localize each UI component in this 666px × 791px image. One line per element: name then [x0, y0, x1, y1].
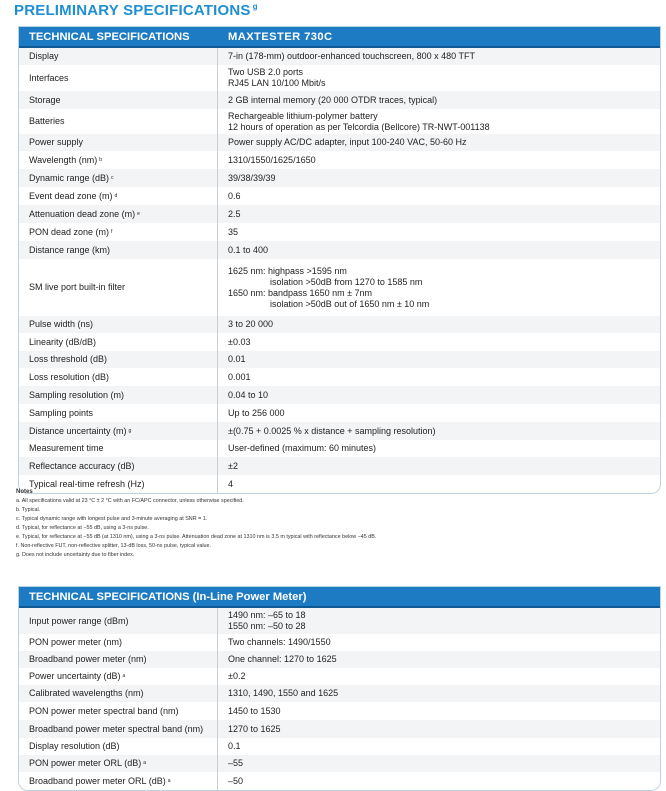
- row-value-line: –55: [228, 758, 244, 768]
- row-label-text: Display resolution (dB): [29, 741, 120, 751]
- row-label: [19, 651, 218, 668]
- row-value: [218, 671, 660, 682]
- row-value-line: 2.5: [228, 208, 241, 219]
- row-label-text: Broadband power meter spectral band (nm): [29, 723, 204, 734]
- row-label-text: Batteries: [29, 116, 65, 126]
- row-label-text: Distance range (km): [29, 244, 111, 255]
- row-label: [19, 91, 218, 109]
- row-value-line: Two USB 2.0 ports: [228, 67, 304, 77]
- row-label: [19, 440, 218, 457]
- row-value: [218, 209, 660, 220]
- row-label-text: Event dead zone (m): [29, 190, 113, 201]
- table-row: [19, 422, 660, 440]
- row-label: [19, 151, 218, 169]
- row-value: [218, 654, 660, 665]
- row-value-line: 0.001: [228, 371, 251, 382]
- row-value-line: ±(0.75 + 0.0025 % x distance + sampling resolution): [228, 425, 436, 436]
- row-label: [19, 368, 218, 386]
- row-value-line: 2 GB internal memory (20 000 OTDR traces, typical): [228, 94, 438, 105]
- note-item: f. Non-reflective FUT, non-reflective splitter, 13-dB loss, 50-ns pulse, typical value.: [16, 543, 212, 549]
- row-label-text: Power supply: [29, 137, 84, 147]
- row-value-line: 1270 to 1625: [228, 723, 281, 734]
- table-row: [19, 608, 660, 634]
- footnote-mark: a: [143, 760, 146, 766]
- row-label-text: Display: [29, 51, 59, 61]
- row-value: [218, 741, 660, 752]
- table-row: [19, 720, 660, 738]
- row-value: [218, 191, 660, 202]
- row-label-text: Power uncertainty (dB): [29, 671, 121, 681]
- table-row: [19, 685, 660, 702]
- row-label-text: Attenuation dead zone (m): [29, 208, 136, 219]
- row-value: [218, 155, 660, 166]
- row-value: [218, 372, 660, 383]
- header-col-label: TECHNICAL SPECIFICATIONS: [29, 30, 190, 43]
- row-value: [218, 51, 660, 62]
- row-label-text: PON power meter spectral band (nm): [29, 705, 179, 716]
- row-value: [218, 319, 660, 330]
- table-row: [19, 205, 660, 223]
- row-label-text: Sampling points: [29, 407, 94, 418]
- row-value-line: 39/38/39/39: [228, 172, 276, 183]
- footnote-mark: g: [128, 427, 132, 434]
- row-label-text: Linearity (dB/dB): [29, 336, 97, 347]
- row-label: [19, 685, 218, 702]
- row-label: [19, 634, 218, 651]
- row-value-line: 0.1 to 400: [228, 244, 269, 255]
- header-col-product: MAXTESTER 730C: [228, 30, 333, 43]
- row-label: [19, 241, 218, 259]
- row-label-text: PON power meter ORL (dB): [29, 758, 142, 768]
- row-value: [218, 426, 660, 437]
- row-value-line: 1450 to 1530: [228, 705, 281, 716]
- row-value: [218, 173, 660, 184]
- row-value: [218, 637, 660, 648]
- footnote-mark: e: [137, 210, 140, 217]
- row-label-text: SM live port built-in filter: [29, 282, 126, 292]
- row-value: [218, 776, 660, 787]
- table-row: [19, 151, 660, 169]
- row-value-line: 0.6: [228, 190, 241, 201]
- table-row: [19, 668, 660, 685]
- table-row: [19, 241, 660, 259]
- row-value-line: Up to 256 000: [228, 407, 285, 418]
- row-value-line: 7-in (178-mm) outdoor-enhanced touchscreen, 800 x 480 TFT: [228, 51, 475, 61]
- table-row: [19, 651, 660, 668]
- row-value-line: 4: [228, 478, 234, 489]
- row-value: [218, 137, 660, 148]
- table-row: [19, 91, 660, 109]
- row-value: [218, 461, 660, 472]
- note-item: d. Typical, for reflectance at −55 dB, using a 3-ns pulse.: [16, 525, 149, 531]
- footnote-mark: f: [111, 228, 113, 235]
- row-value-line: ±0.2: [228, 671, 246, 681]
- row-label: [19, 404, 218, 422]
- row-label: [19, 422, 218, 440]
- notes-heading: Notes: [16, 489, 33, 495]
- table-row: [19, 109, 660, 134]
- table-row: [19, 65, 660, 91]
- row-value-line: 12 hours of operation as per Telcordia (Bellcore) TR-NWT-001138: [228, 121, 490, 132]
- row-value: [218, 443, 660, 454]
- row-label: [19, 457, 218, 475]
- row-label-text: Broadband power meter (nm): [29, 654, 147, 664]
- row-label: [19, 187, 218, 205]
- row-value-line: Rechargeable lithium-polymer battery: [228, 110, 378, 121]
- row-label: [19, 702, 218, 720]
- note-item: e. Typical, for reflectance at −55 dB (at 1310 nm), using a 3-ns pulse. Attenuation dead zone at 1310 nm is 3.5 m typical with reflectance below −45 dB.: [16, 534, 377, 540]
- spec-rows: [19, 608, 660, 790]
- row-label-text: PON dead zone (m): [29, 226, 110, 237]
- table-row: [19, 187, 660, 205]
- row-value: [218, 354, 660, 365]
- row-value: [218, 67, 660, 89]
- row-value: [218, 724, 660, 735]
- row-label: [19, 738, 218, 755]
- row-label-text: Typical real-time refresh (Hz): [29, 478, 145, 489]
- row-label-text: PON power meter (nm): [29, 637, 123, 647]
- row-value-line: User-defined (maximum: 60 minutes): [228, 443, 377, 453]
- row-value: [218, 245, 660, 256]
- title-footnote-mark: g: [252, 2, 258, 11]
- row-value-line: 1490 nm: –65 to 18: [228, 610, 306, 620]
- row-value: [218, 390, 660, 401]
- header-col-label: TECHNICAL SPECIFICATIONS (In-Line Power Meter): [29, 590, 307, 603]
- row-value: [218, 337, 660, 348]
- row-value: [218, 688, 660, 699]
- row-value-line: –50: [228, 775, 244, 786]
- spec-table-header: [19, 587, 660, 608]
- table-row: [19, 316, 660, 333]
- footnote-mark: a: [122, 673, 126, 679]
- row-value: [218, 408, 660, 419]
- table-row: [19, 223, 660, 241]
- row-value-line: 1550 nm: –50 to 28: [228, 621, 306, 631]
- row-label-text: Interfaces: [29, 72, 69, 83]
- table-row: [19, 440, 660, 457]
- row-label: [19, 48, 218, 65]
- row-label: [19, 333, 218, 351]
- row-label: [19, 772, 218, 790]
- row-label-text: Measurement time: [29, 443, 104, 453]
- row-value-line: Power supply AC/DC adapter, input 100-240 VAC, 50-60 Hz: [228, 137, 467, 147]
- row-value-line: isolation >50dB from 1270 to 1585 nm: [270, 276, 423, 287]
- footnote-mark: c: [111, 174, 114, 181]
- table-row: [19, 259, 660, 316]
- row-value: [218, 706, 660, 717]
- table-row: [19, 386, 660, 404]
- table-row: [19, 634, 660, 651]
- row-label-text: Calibrated wavelengths (nm): [29, 688, 144, 698]
- note-item: b. Typical.: [16, 507, 41, 513]
- row-value-line: 0.1: [228, 741, 241, 751]
- table-row: [19, 404, 660, 422]
- notes: [16, 488, 656, 560]
- row-value-line: ±2: [228, 460, 238, 471]
- table-row: [19, 48, 660, 65]
- page-title: PRELIMINARY SPECIFICATIONS $^g$: [14, 2, 258, 19]
- row-value-line: RJ45 LAN 10/100 Mbit/s: [228, 78, 326, 88]
- table-row: [19, 351, 660, 368]
- table-row: [19, 738, 660, 755]
- footnote-mark: a: [167, 777, 171, 784]
- row-value: [218, 610, 660, 632]
- row-label: [19, 720, 218, 738]
- row-value-line: 1310, 1490, 1550 and 1625: [228, 688, 339, 698]
- row-value-line: 3 to 20 000: [228, 319, 274, 329]
- row-label: [19, 134, 218, 151]
- row-label-text: Dynamic range (dB): [29, 172, 110, 183]
- row-value-line: 0.01: [228, 354, 246, 364]
- note-item: c. Typical dynamic range with longest pulse and 3-minute averaging at SNR = 1.: [16, 516, 208, 522]
- row-value-line: isolation >50dB out of 1650 nm ± 10 nm: [270, 298, 430, 309]
- footnote-mark: b: [99, 156, 102, 163]
- table-row: [19, 333, 660, 351]
- row-value: [218, 266, 660, 310]
- table-row: [19, 702, 660, 720]
- row-label: [19, 259, 218, 316]
- row-label: [19, 668, 218, 685]
- notes-list: [16, 497, 656, 560]
- table-row: [19, 368, 660, 386]
- row-label-text: Pulse width (ns): [29, 319, 94, 329]
- row-value-line: 1310/1550/1625/1650: [228, 154, 316, 165]
- row-label: [19, 316, 218, 333]
- row-value-line: 0.04 to 10: [228, 389, 269, 400]
- row-label-text: Loss resolution (dB): [29, 371, 110, 382]
- row-label-text: Storage: [29, 94, 61, 105]
- row-value-line: Two channels: 1490/1550: [228, 637, 331, 647]
- spec-table-otdr: [18, 26, 661, 494]
- row-value-line: One channel: 1270 to 1625: [228, 654, 337, 664]
- row-label-text: Broadband power meter ORL (dB): [29, 775, 166, 786]
- table-row: [19, 169, 660, 187]
- table-row: [19, 134, 660, 151]
- row-label-text: Distance uncertainty (m): [29, 425, 127, 436]
- table-row: [19, 755, 660, 772]
- row-value-line: 1625 nm: highpass >1595 nm: [228, 265, 347, 276]
- row-label-text: Wavelength (nm): [29, 154, 98, 165]
- row-label: [19, 169, 218, 187]
- footnote-mark: d: [114, 192, 118, 199]
- row-label: [19, 65, 218, 91]
- note-item: a. All specifications valid at 23 °C ± 2 °C with an FC/APC connector, unless otherwise specified.: [16, 498, 244, 504]
- spec-table-power-meter: [18, 586, 661, 791]
- row-value-line: 35: [228, 226, 239, 237]
- row-value: [218, 227, 660, 238]
- row-label: [19, 755, 218, 772]
- row-label-text: Reflectance accuracy (dB): [29, 460, 135, 471]
- note-item: g. Does not include uncertainty due to fiber index.: [16, 552, 135, 558]
- table-row: [19, 772, 660, 790]
- row-value-line: ±0.03: [228, 336, 251, 347]
- row-value: [218, 95, 660, 106]
- row-label: [19, 205, 218, 223]
- table-row: [19, 457, 660, 475]
- row-label-text: Loss threshold (dB): [29, 354, 108, 364]
- row-label: [19, 351, 218, 368]
- row-value: [218, 111, 660, 133]
- spec-rows: [19, 48, 660, 493]
- spec-table-header: [19, 27, 660, 48]
- row-label: [19, 223, 218, 241]
- row-value: [218, 758, 660, 769]
- row-label: [19, 608, 218, 634]
- row-label: [19, 386, 218, 404]
- row-label-text: Input power range (dBm): [29, 615, 129, 626]
- row-label-text: Sampling resolution (m): [29, 389, 125, 400]
- row-label: [19, 109, 218, 134]
- row-value-line: 1650 nm: bandpass 1650 nm ± 7nm: [228, 287, 373, 298]
